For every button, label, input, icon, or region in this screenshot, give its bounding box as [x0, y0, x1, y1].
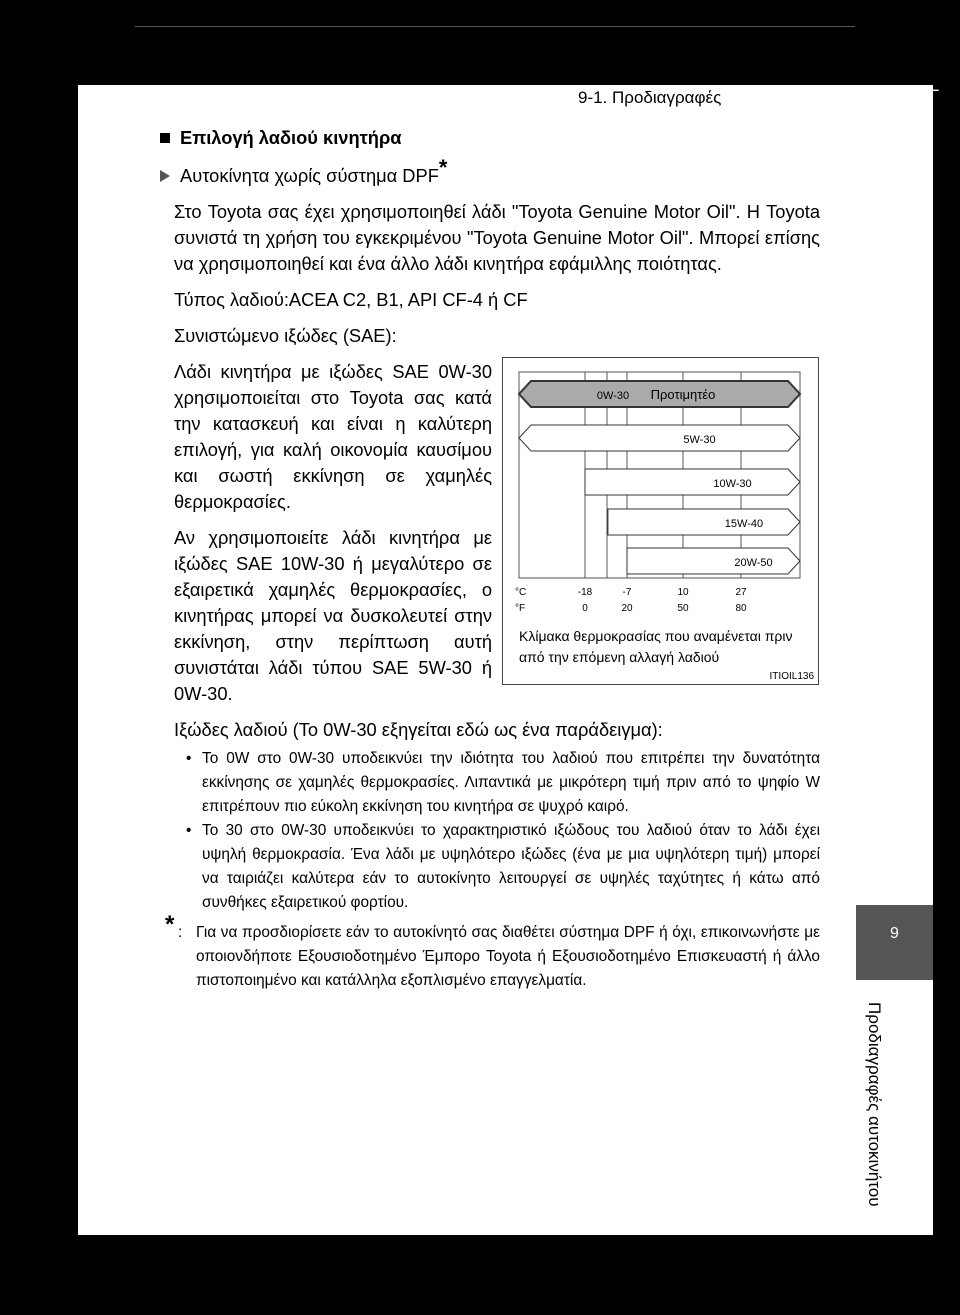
subheading-text: Αυτοκίνητα χωρίς σύστημα DPF — [180, 165, 439, 186]
footnote — [160, 911, 820, 993]
triangle-bullet-icon — [160, 170, 170, 182]
tick-f-2: 50 — [677, 603, 689, 614]
tick-c-1: -7 — [622, 587, 632, 598]
chart-svg — [503, 358, 818, 618]
chapter-label — [862, 1002, 884, 1232]
tick-f-0: 0 — [582, 603, 588, 614]
crop-mark-icon: ⌐ — [928, 80, 940, 102]
subheading — [160, 154, 820, 189]
footnote-star-mark: * — [165, 911, 175, 938]
bar-10w-30 — [585, 469, 800, 495]
footnote-star: * — [438, 154, 448, 180]
section-header: 9-1. Προδιαγραφές — [578, 88, 722, 107]
bar-label-10w-30: 10W-30 — [713, 478, 752, 490]
viscosity-bullets — [160, 747, 820, 915]
footnote-colon: : — [178, 924, 183, 941]
chart-caption: Κλίμακα θερμοκρασίας που αναμένεται πριν από την επόμενη αλλαγή λαδιού — [519, 628, 793, 665]
header-rule — [135, 26, 855, 27]
bullet-cold-start: • Το 0W στο 0W-30 υποδεικνύει την ιδιότητα του λαδιού που επιτρέπει την δυνατότητα εκκίνησης σε χαμηλές θερμοκρασίες. Λιπαντικά με μικρότερη τιμή πριν από το ψηφίο W επιτρέπουν πιο εύκολη εκκίνηση του κινητήρα σε ψυχρό καιρό. — [160, 747, 820, 819]
tick-c-2: 10 — [677, 587, 689, 598]
footnote-text: Για να προσδιορίσετε εάν το αυτοκίνητό σας διαθέτει σύστημα DPF ή όχι, επικοινωνήστε με οποιονδήποτε Εξουσιοδοτημένο Έμπορο Toyota ή Εξουσιοδοτημένο Επισκευαστή ή άλλο πιστοποιημένο και κατάλληλα εξοπλισμένο επαγγελματία. — [196, 924, 820, 989]
chapter-label-text: Προδιαγραφές αυτοκινήτου — [865, 1002, 884, 1207]
bar-20w-50 — [627, 548, 800, 574]
viscosity-intro: Ιξώδες λαδιού (Το 0W-30 εξηγείται εδώ ως ένα παράδειγμα): — [174, 719, 663, 740]
paragraph-10w30: Αν χρησιμοποιείτε λάδι κινητήρα με ιξώδες SAE 10W-30 ή μεγαλύτερο σε εξαιρετικά χαμηλές θερμοκρασίες, ο κινητήρας μπορεί να δυσκολευτεί στην εκκίνηση, στην περίπτωση αυτή συνιστάται λάδι τύπου SAE 5W-30 ή 0W-30. — [174, 527, 492, 704]
chapter-tab[interactable] — [856, 905, 933, 980]
bar-label-20w-50: 20W-50 — [734, 557, 773, 569]
square-bullet-icon — [160, 133, 170, 143]
oil-type: Τύπος λαδιού:ACEA C2, B1, API CF-4 ή CF — [174, 289, 528, 310]
unit-fahrenheit: °F — [515, 603, 526, 614]
tick-f-1: 20 — [621, 603, 633, 614]
tick-c-0: -18 — [577, 587, 593, 598]
tick-c-3: 27 — [735, 587, 747, 598]
unit-celsius: °C — [515, 587, 527, 598]
tick-f-3: 80 — [735, 603, 747, 614]
paragraph-genuine-oil: Στο Toyota σας έχει χρησιμοποιηθεί λάδι "Toyota Genuine Motor Oil". Η Toyota συνιστά τη χρήση του εγκεκριμένου "Toyota Genuine Motor Oil". Μπορεί επίσης να χρησιμοποιηθεί και ένα άλλο λάδι κινητήρα εφάμιλλης ποιότητας. — [174, 201, 820, 274]
bar-5w-30 — [519, 425, 800, 451]
heading-text: Επιλογή λαδιού κινητήρα — [180, 127, 402, 148]
bullet-hot-viscosity: • Το 30 στο 0W-30 υποδεικνύει το χαρακτηριστικό ιξώδους του λαδιού όταν το λάδι έχει υψηλή θερμοκρασία. Ένα λάδι με υψηλότερο ιξώδες (ένα με μια υψηλότερη τιμή) μπορεί να ταιριάζει καλύτερα εάν το αυτοκίνητο λειτουργεί σε υψηλές ταχύτητες ή κάτω από συνθήκες εξαιρετικού φορτίου. — [160, 819, 820, 915]
chapter-number: 9 — [890, 925, 899, 942]
bar-label-5w-30: 5W-30 — [683, 434, 716, 446]
oil-viscosity-chart — [502, 357, 819, 685]
chart-code: ITIOIL136 — [769, 671, 814, 682]
paragraph-0w30: Λάδι κινητήρα με ιξώδες SAE 0W-30 χρησιμοποιείται στο Toyota σας κατά την κατασκευή και είναι η καλύτερη επιλογή, για καλή οικονομία καυσίμου και σωστή εκκίνηση σε χαμηλές θερμοκρασίες. — [174, 361, 492, 512]
section-heading — [160, 125, 820, 151]
bar-15w-40 — [608, 509, 800, 535]
viscosity-label: Συνιστώμενο ιξώδες (SAE): — [174, 325, 397, 346]
bar-label-0w-30: 0W-30 — [596, 390, 630, 402]
bar-label-15w-40: 15W-40 — [724, 518, 764, 530]
bar-extra-label: Προτιμητέο — [650, 387, 716, 402]
